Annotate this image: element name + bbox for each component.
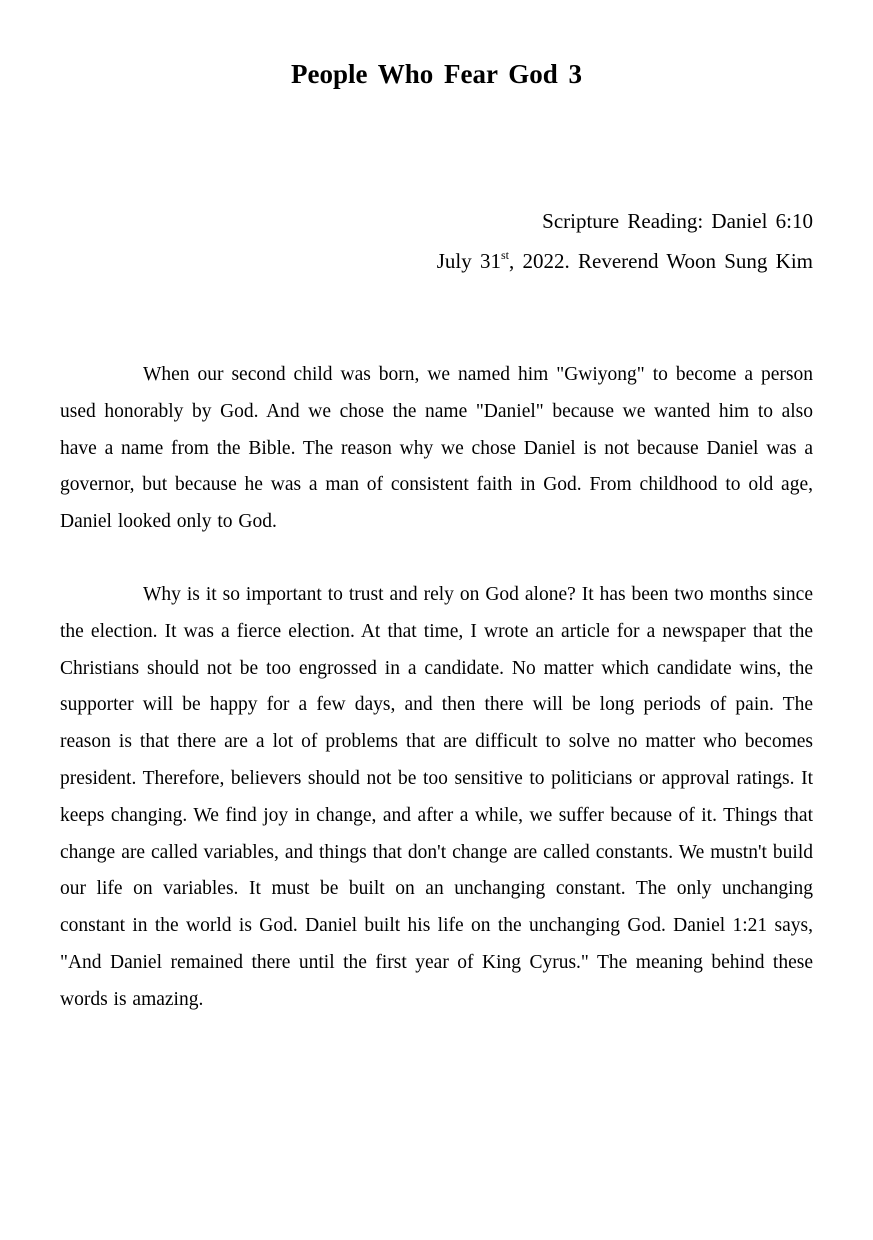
page-title: People Who Fear God 3 [291,59,582,89]
body-paragraph-1: When our second child was born, we named him "Gwiyong" to become a person used honorably by God. And we chose the name "Daniel" because we wanted him to also have a name from the Bible. The reason why we chose Daniel is not because Daniel was a governor, but because he was a man of consistent faith in God. From childhood to old age, Daniel looked only to God. [60,364,813,533]
body-paragraph-2: Why is it so important to trust and rely on God alone? It has been two months since the election. It was a fierce election. At that time, I wrote an article for a newspaper that the Christians should not be too engrossed in a candidate. No matter which candidate wins, the supporter will be happy for a few days, and then there will be long periods of pain. The reason is that there are a lot of problems that are difficult to solve no matter who becomes president. Therefore, believers should not be too sensitive to politicians or approval ratings. It keeps changing. We find joy in change, and after a while, we suffer because of it. Things that change are called variables, and things that don't change are called constants. We mustn't build our life on variables. It must be built on an unchanging constant. The only unchanging constant in the world is God. Daniel built his life on the unchanging God. Daniel 1:21 says, "And Daniel remained there until the first year of King Cyrus." The meaning behind these words is amazing. [60,584,813,1010]
date-prefix: July 31 [436,249,501,273]
date-ordinal-suffix: st [500,248,509,262]
scripture-reading: Scripture Reading: Daniel 6:10 [542,209,813,233]
sermon-date-line [437,247,813,275]
date-and-author: , 2022. Reverend Woon Sung Kim [509,249,813,273]
